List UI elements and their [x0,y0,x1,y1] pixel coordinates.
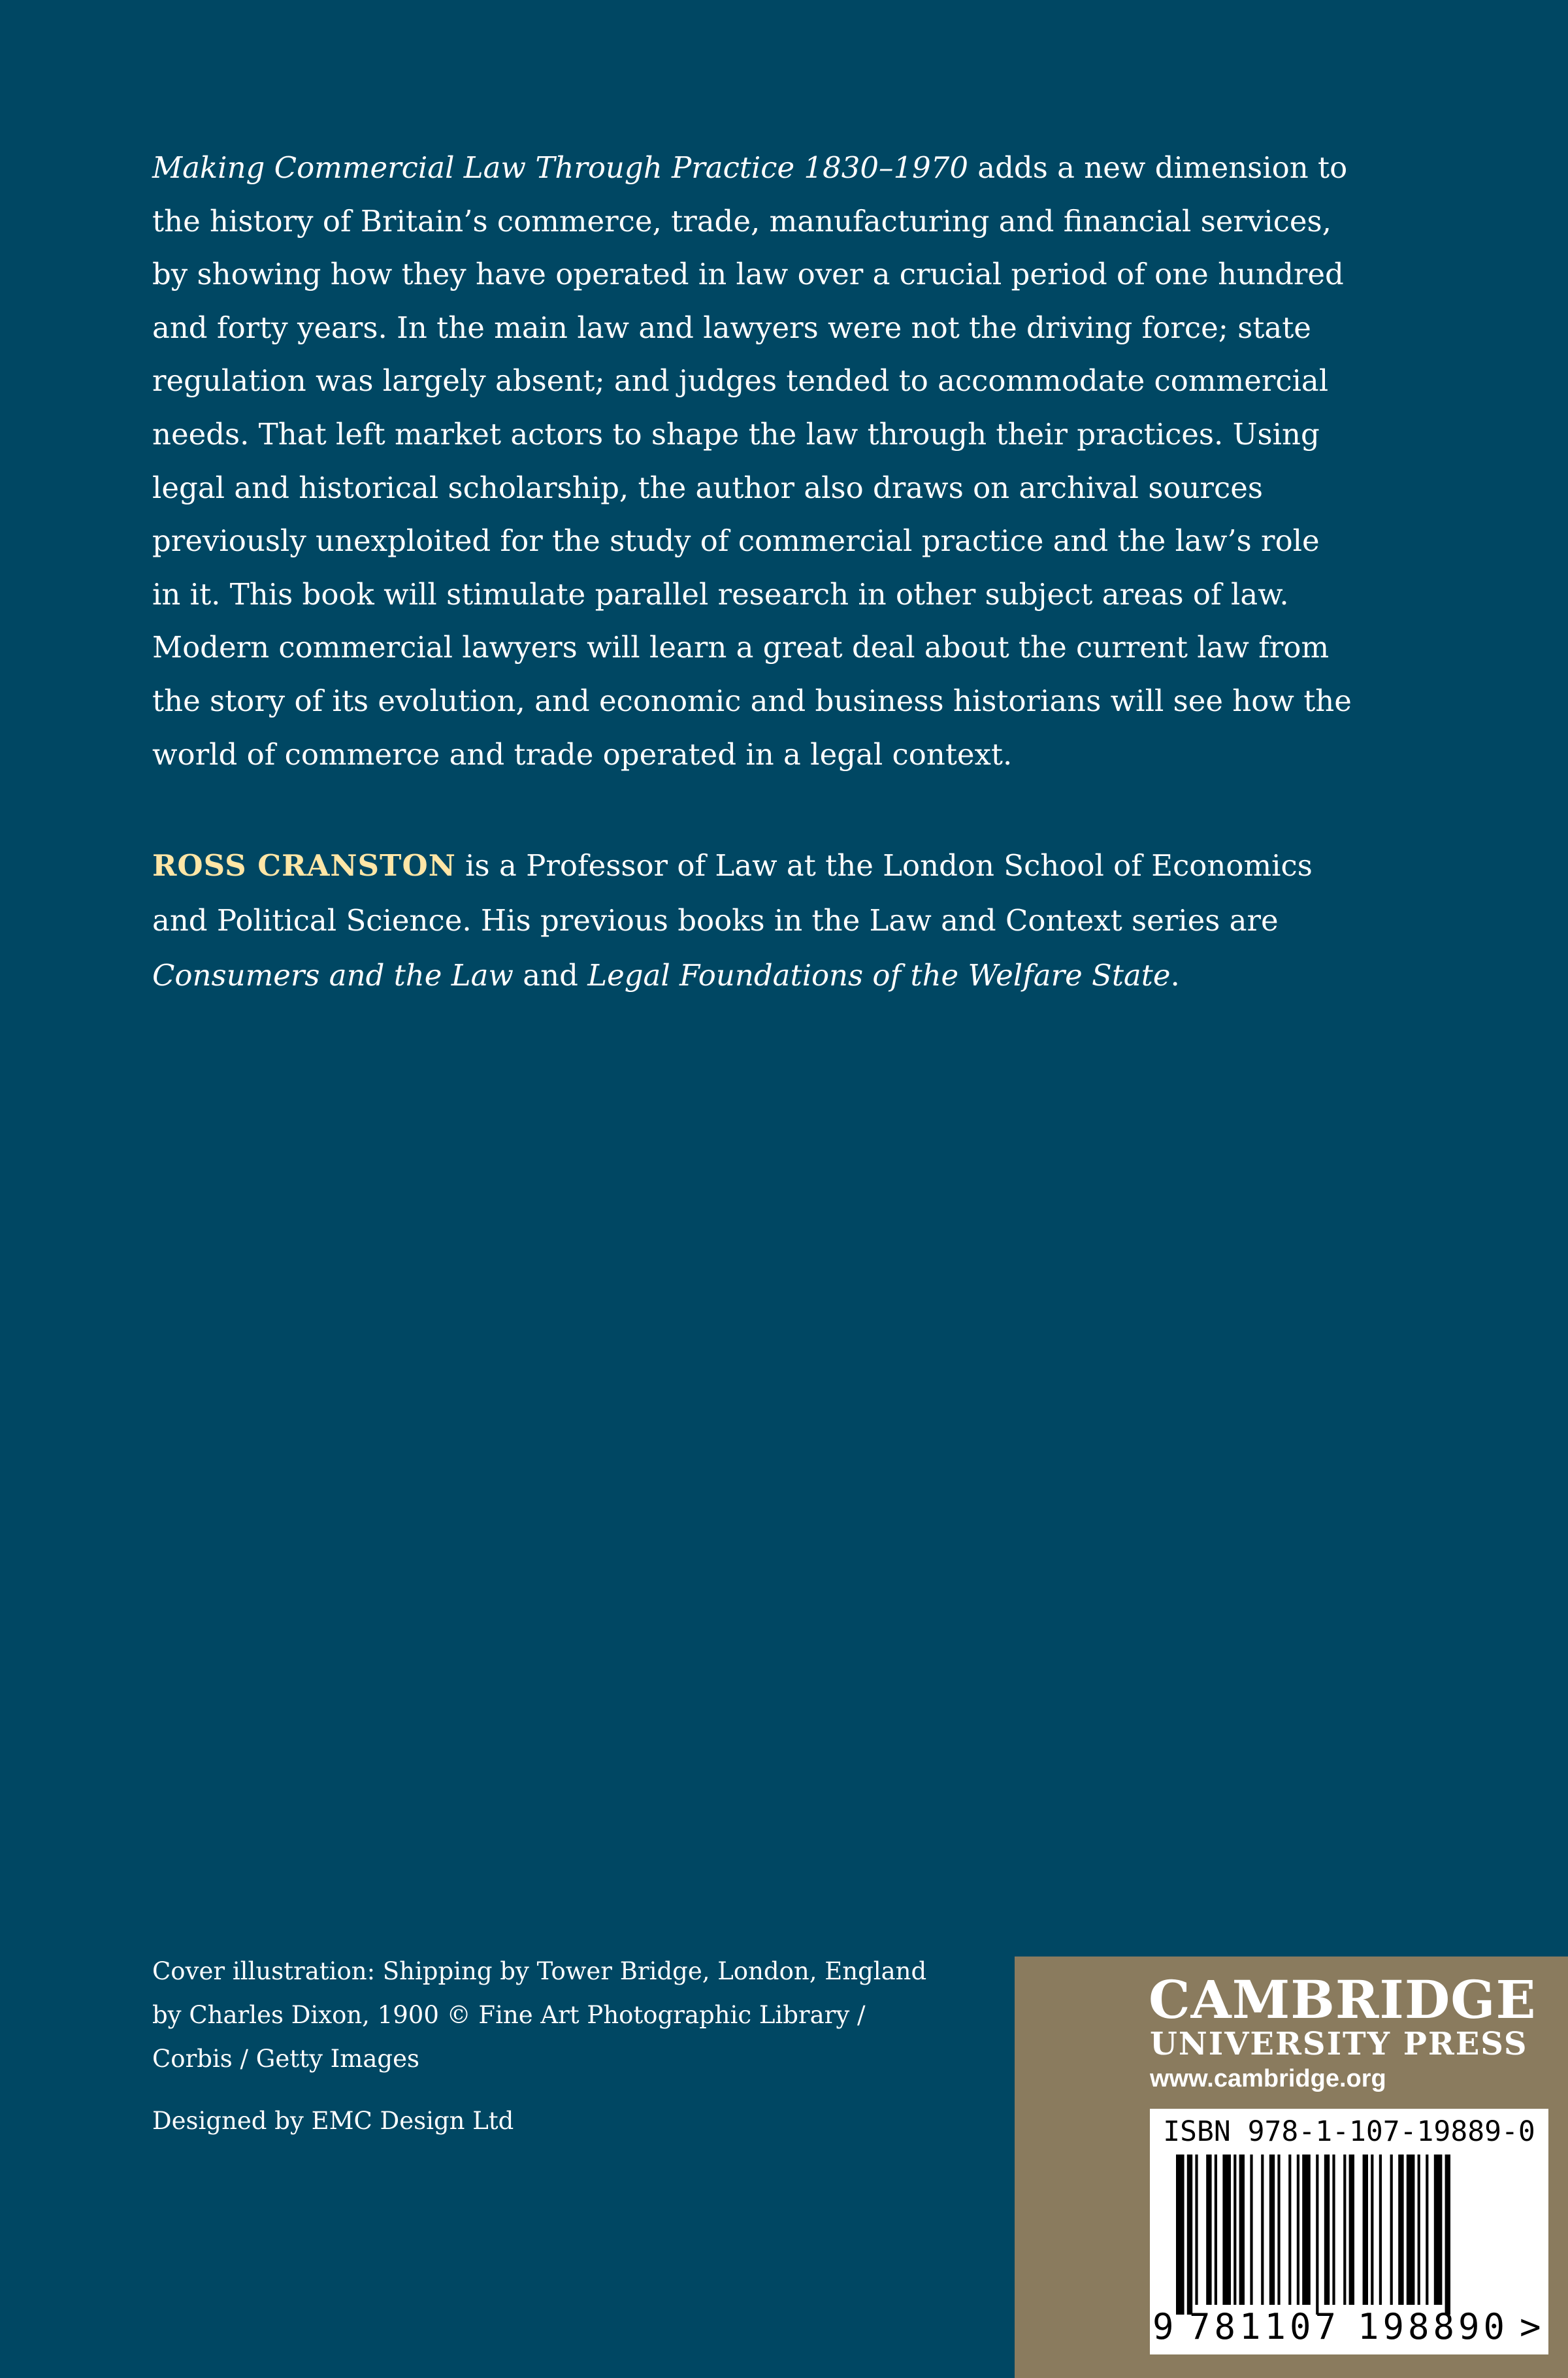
book-description [152,141,1354,781]
barcode-bar [1332,2155,1335,2305]
barcode-bar [1343,2155,1346,2305]
barcode-bar [1288,2155,1291,2305]
barcode-digits-left: 781107 [1189,2306,1341,2347]
barcode-bar [1390,2155,1393,2305]
barcode-bar [1222,2155,1231,2305]
publisher-name: CAMBRIDGE [1149,1969,1537,2030]
bio-text: is a Professor of Law at the London School of Economics and Political Science. His previous books in the Law and Context series are [152,848,1313,938]
barcode-end-mark: > [1520,2306,1541,2347]
barcode-bar [1187,2155,1192,2315]
barcode-bar [1363,2155,1368,2305]
designer-credit: Designed by EMC Design Ltd [152,2107,514,2135]
publisher-subname: UNIVERSITY PRESS [1150,2026,1528,2062]
barcode-bar [1379,2155,1382,2305]
barcode-bar [1215,2155,1217,2305]
barcode-bar [1297,2155,1299,2305]
barcode-digit-first: 9 [1152,2306,1174,2347]
barcode-bar [1195,2155,1198,2305]
barcode-bar [1349,2155,1354,2305]
barcode-bar [1206,2155,1211,2305]
barcode-bar [1261,2155,1264,2305]
barcode-bar [1302,2155,1311,2305]
publisher-url: www.cambridge.org [1150,2065,1386,2092]
description-text: adds a new dimension to the history of Britain’s commerce, trade, manufacturing and financial services, by showing how they have operated in law over a crucial period of one hundred and forty years. In the main law and lawyers were not the driving force; state regulation was largely absent; and judges tended to accommodate commercial needs. That left market actors to shape the law through their practices. Using legal and historical scholarship, the author also draws on archival sources previously unexploited for the study of commercial practice and the law’s role in it. This book will stimulate parallel research in other subject areas of law. Modern commercial lawyers will learn a great deal about the current law from the story of its evolution, and economic and business historians will see how the world of commerce and trade operated in a legal context. [152,150,1352,772]
author-bio [152,838,1354,1003]
barcode-bar [1445,2155,1450,2315]
bio-end: . [1170,958,1180,993]
barcode-bar [1316,2155,1318,2315]
barcode-bar [1398,2155,1403,2305]
barcode-bar [1277,2155,1280,2305]
barcode-bar [1371,2155,1373,2305]
barcode-bar [1269,2155,1275,2305]
author-name: ROSS CRANSTON [152,848,456,883]
barcode-bar [1233,2155,1236,2305]
book-title: Making Commercial Law Through Practice 1830–1970 [152,150,968,185]
bio-joiner: and [513,958,588,993]
barcode-digits-right: 198890 [1358,2306,1509,2347]
previous-book-1: Consumers and the Law [152,958,514,993]
barcode-bar [1426,2155,1428,2305]
barcode-bar [1176,2155,1184,2315]
barcode-digits [1150,2307,1548,2347]
isbn-label: ISBN 978-1-107-19889-0 [1163,2115,1535,2148]
barcode-bar [1418,2155,1420,2305]
barcode-bar [1239,2155,1245,2305]
barcode [1150,2109,1548,2354]
previous-book-2: Legal Foundations of the Welfare State [587,958,1171,993]
barcode-bar [1250,2155,1252,2305]
cover-credit: Cover illustration: Shipping by Tower Bridge, London, England by Charles Dixon, 1900 © Fine Art Photographic Library / Corbis / Getty Images [152,1957,927,2073]
barcode-bar [1434,2155,1443,2305]
publisher-panel [1015,1957,1568,2378]
barcode-bar [1324,2155,1330,2305]
barcode-bar [1407,2155,1415,2305]
